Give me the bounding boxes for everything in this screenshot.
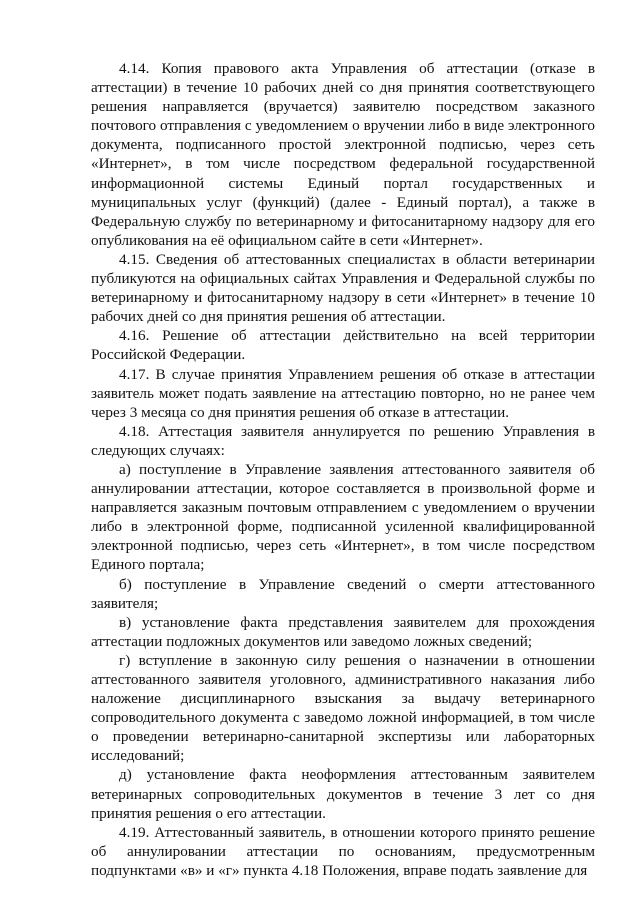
document-page — [91, 59, 595, 880]
paragraph-4-17: 4.17. В случае принятия Управлением решения об отказе в аттестации заявитель может подать заявление на аттестацию повторно, но не ранее чем через 3 месяца со дня принятия решения об отказе в аттестации. — [91, 365, 595, 421]
paragraph-4-15: 4.15. Сведения об аттестованных специалистах в области ветеринарии публикуются на официальных сайтах Управления и Федеральной службы по ветеринарному и фитосанитарному надзору в сети «Интернет» в течение 10 рабочих дней со дня принятия решения об аттестации. — [91, 250, 595, 326]
paragraph-4-18: 4.18. Аттестация заявителя аннулируется по решению Управления в следующих случаях: — [91, 422, 595, 459]
subparagraph-v: в) установление факта представления заявителем для прохождения аттестации подложных документов или заведомо ложных сведений; — [91, 613, 595, 650]
paragraph-4-16: 4.16. Решение об аттестации действительно на всей территории Российской Федерации. — [91, 327, 595, 364]
paragraph-4-14: 4.14. Копия правового акта Управления об аттестации (отказе в аттестации) в течение 10 рабочих дней со дня принятия соответствующего решения направляется (вручается) заявителю посредством заказного почтового отправления с уведомлением о вручении либо в виде электронного документа, подписанного простой электронной подписью, через сеть «Интернет», в том числе посредством федеральной государственной информационной системы Единый портал государственных и муниципальных услуг (функций) (далее - Единый портал), а также в Федеральную службу по ветеринарному и фитосанитарному надзору для его опубликования на её официальном сайте в сети «Интернет». — [91, 60, 595, 249]
paragraph-4-19: 4.19. Аттестованный заявитель, в отношении которого принято решение об аннулировании аттестации по основаниям, предусмотренным подпунктами «в» и «г» пункта 4.18 Положения, вправе подать заявление для — [91, 823, 595, 879]
subparagraph-b: б) поступление в Управление сведений о смерти аттестованного заявителя; — [91, 575, 595, 612]
subparagraph-g: г) вступление в законную силу решения о назначении в отношении аттестованного заявителя уголовного, административного наказания либо наложение дисциплинарного взыскания за выдачу ветеринарного сопроводительного документа с заведомо ложной информацией, в том числе о проведении ветеринарно-санитарной экспертизы или лабораторных исследований; — [91, 651, 595, 765]
subparagraph-d: д) установление факта неоформления аттестованным заявителем ветеринарных сопроводительных документов в течение 3 лет со дня принятия решения о его аттестации. — [91, 766, 595, 822]
subparagraph-a: а) поступление в Управление заявления аттестованного заявителя об аннулировании аттестации, которое составляется в произвольной форме и направляется заказным почтовым отправлением с уведомлением о вручении либо в электронной форме, подписанной усиленной квалифицированной электронной подписью, через сеть «Интернет», в том числе посредством Единого портала; — [91, 460, 595, 574]
